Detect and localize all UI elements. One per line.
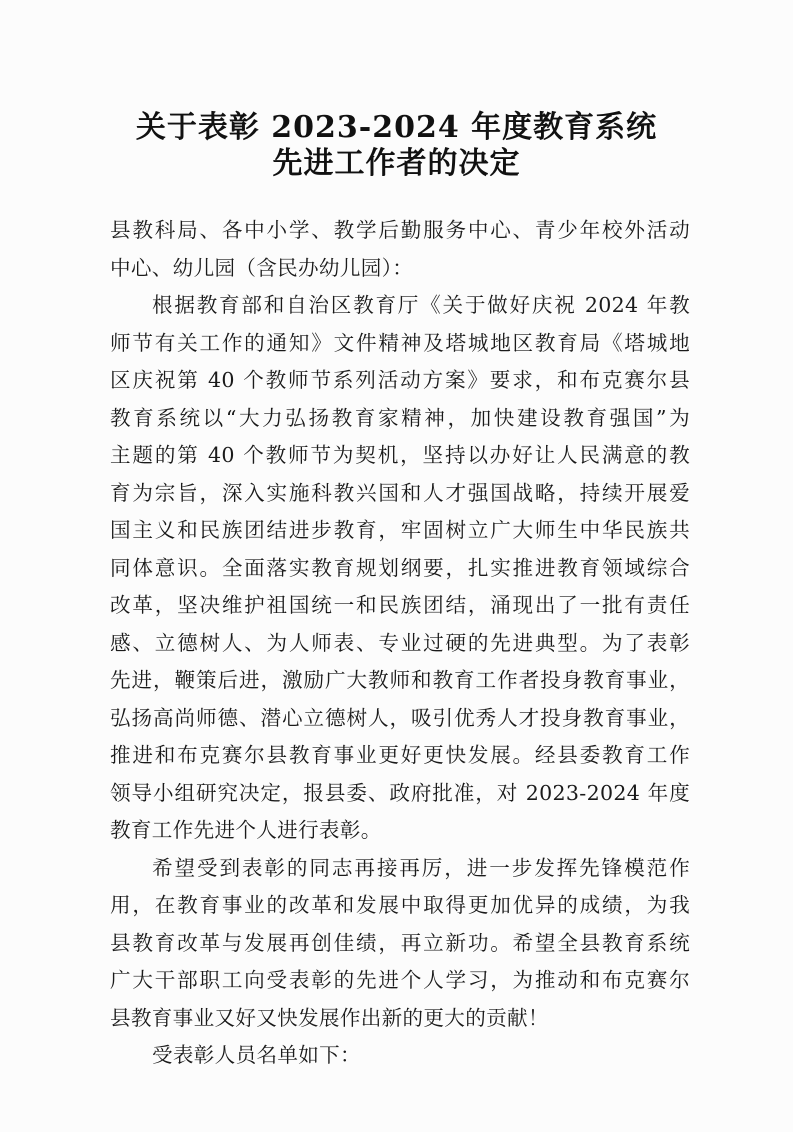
paragraph-1-line: 国主义和民族团结进步教育，牢固树立广大师生中华民族共 bbox=[110, 518, 690, 542]
paragraph-1-line: 育为宗旨，深入实施科教兴国和人才强国战略，持续开展爱 bbox=[110, 481, 690, 505]
addressee-line-1: 县教科局、各中小学、教学后勤服务中心、青少年校外活动 bbox=[110, 218, 690, 242]
paragraph-1-line: 感、立德树人、为人师表、专业过硬的先进典型。为了表彰 bbox=[110, 631, 690, 655]
paragraph-1-line: 改革，坚决维护祖国统一和民族团结，涌现出了一批有责任 bbox=[110, 593, 690, 617]
paragraph-1-line: 推进和布克赛尔县教育事业更好更快发展。经县委教育工作 bbox=[110, 743, 690, 767]
closing-line: 受表彰人员名单如下： bbox=[152, 1043, 361, 1067]
paragraph-2-line: 县教育改革与发展再创佳绩，再立新功。希望全县教育系统 bbox=[110, 931, 690, 955]
paragraph-1-line: 教育系统以“大力弘扬教育家精神，加快建设教育强国”为 bbox=[110, 406, 690, 430]
paragraph-1-line: 领导小组研究决定，报县委、政府批准，对 2023-2024 年度 bbox=[110, 781, 690, 805]
paragraph-1-line: 弘扬高尚师德、潜心立德树人，吸引优秀人才投身教育事业， bbox=[110, 706, 690, 730]
paragraph-1-line: 同体意识。全面落实教育规划纲要，扎实推进教育领域综合 bbox=[110, 556, 690, 580]
paragraph-1-line: 教育工作先进个人进行表彰。 bbox=[110, 818, 382, 842]
addressee-line-2: 中心、幼儿园（含民办幼儿园）： bbox=[110, 256, 414, 280]
paragraph-1-line: 师节有关工作的通知》文件精神及塔城地区教育局《塔城地 bbox=[110, 331, 690, 355]
paragraph-1-line: 区庆祝第 40 个教师节系列活动方案》要求，和布克赛尔县 bbox=[110, 368, 690, 392]
document-title-line-1: 关于表彰 2023-2024 年度教育系统 bbox=[135, 110, 658, 145]
paragraph-1-line: 先进，鞭策后进，激励广大教师和教育工作者投身教育事业， bbox=[110, 668, 690, 692]
paragraph-2-line: 广大干部职工向受表彰的先进个人学习，为推动和布克赛尔 bbox=[110, 968, 690, 992]
paragraph-2-line: 用，在教育事业的改革和发展中取得更加优异的成绩，为我 bbox=[110, 893, 690, 917]
paragraph-2-line: 县教育事业又好又快发展作出新的更大的贡献！ bbox=[110, 1006, 549, 1030]
paragraph-1-line: 主题的第 40 个教师节为契机，坚持以办好让人民满意的教 bbox=[110, 443, 690, 467]
document-title-line-2: 先进工作者的决定 bbox=[272, 146, 521, 181]
paragraph-2-line: 希望受到表彰的同志再接再厉，进一步发挥先锋模范作 bbox=[152, 856, 690, 880]
paragraph-1-line: 根据教育部和自治区教育厅《关于做好庆祝 2024 年教 bbox=[152, 293, 690, 317]
